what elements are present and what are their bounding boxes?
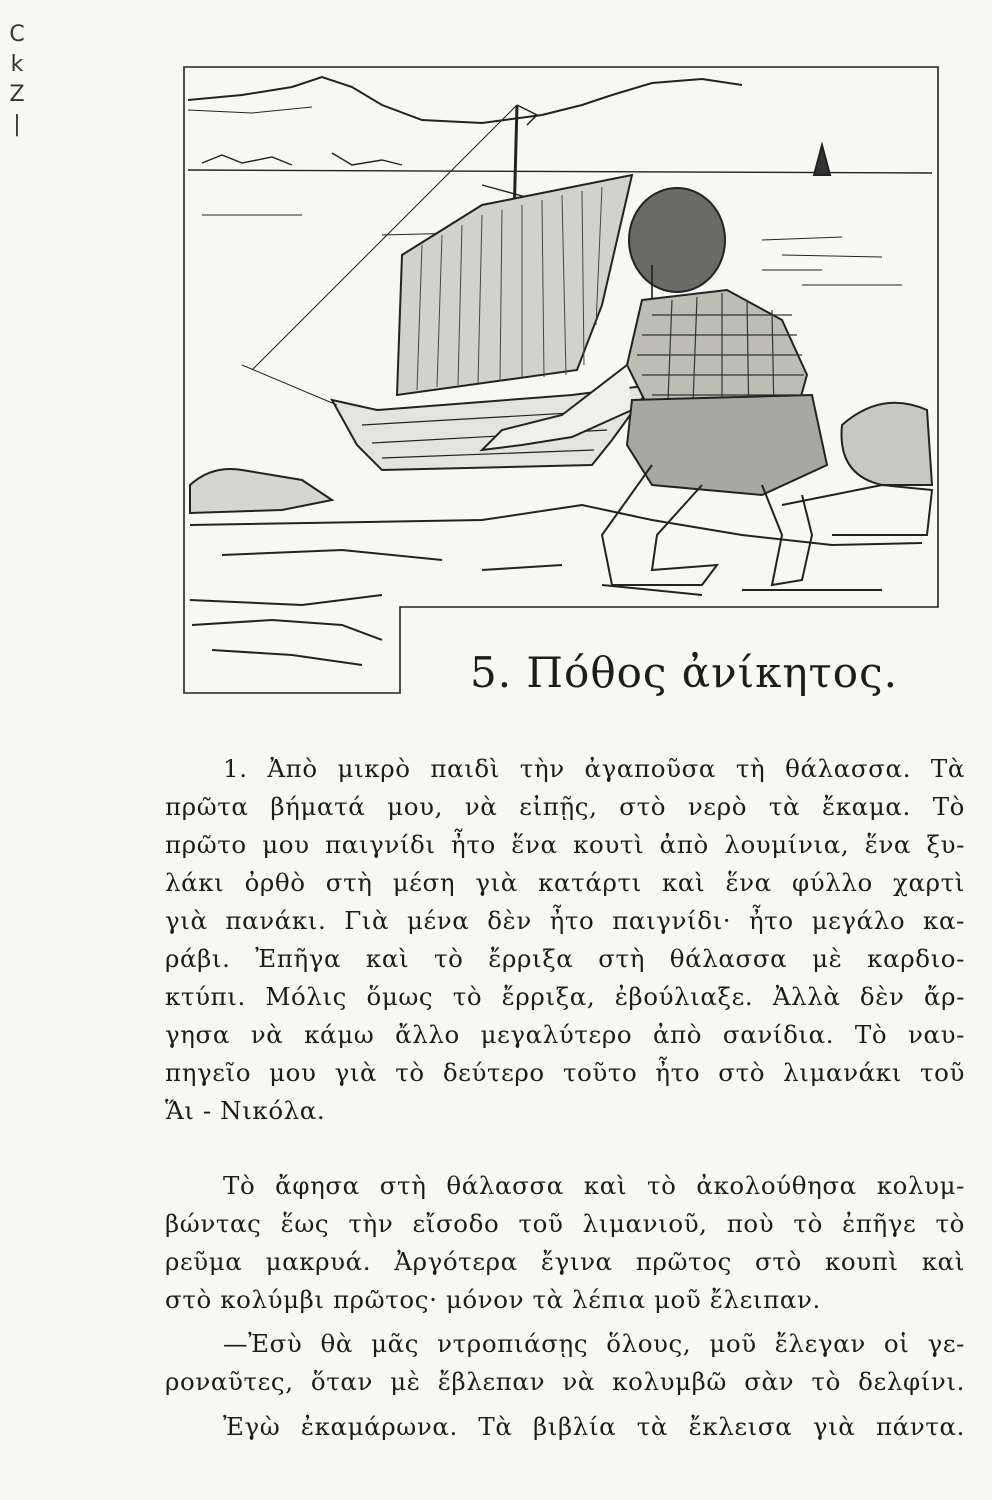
paragraph-1 xyxy=(165,750,965,1130)
text-line: γησα νὰ κάμω ἄλλο μεγαλύτερο ἀπὸ σανίδια. Τὸ ναυ- xyxy=(165,1020,965,1049)
text-line: Ἅι - Νικόλα. xyxy=(165,1096,326,1125)
text-line: ρεῦμα μακρυά. Ἀργότερα ἔγινα πρῶτος στὸ κουπὶ καὶ xyxy=(165,1247,965,1276)
illustration-drawing xyxy=(182,65,942,705)
text-line: στὸ κολύμβι πρῶτος· μόνον τὰ λέπια μοῦ ἔλειπαν. xyxy=(165,1285,821,1314)
margin-note-char: Z xyxy=(9,82,25,107)
margin-note-char: | xyxy=(13,112,21,137)
margin-note-char: C xyxy=(9,22,25,47)
text-line: Ἐγὼ ἐκαμάρωνα. Τὰ βιβλία τὰ ἔκλεισα γιὰ πάντα. xyxy=(223,1412,965,1441)
text-line: 1. Ἀπὸ μικρὸ παιδὶ τὴν ἀγαποῦσα τὴ θάλασσα. Τὰ xyxy=(223,754,965,783)
paragraph-3 xyxy=(165,1325,965,1401)
text-line: —Ἐσὺ θὰ μᾶς ντροπιάσῃς ὅλους, μοῦ ἔλεγαν οἱ γε- xyxy=(223,1329,965,1358)
text-line: λάκι ὀρθὸ στὴ μέση γιὰ κατάρτι καὶ ἕνα φύλλο χαρτὶ xyxy=(165,868,965,897)
margin-handwritten-note xyxy=(4,20,30,140)
text-line: βώντας ἕως τὴν εἴσοδο τοῦ λιμανιοῦ, ποὺ τὸ ἐπῆγε τὸ xyxy=(165,1209,965,1238)
text-line: πηγεῖο μου γιὰ τὸ δεύτερο τοῦτο ἦτο στὸ λιμανάκι τοῦ xyxy=(165,1058,965,1087)
text-line: ροναῦτες, ὅταν μὲ ἔβλεπαν νὰ κολυμβῶ σὰν τὸ δελφίνι. xyxy=(165,1367,965,1396)
text-line: γιὰ πανάκι. Γιὰ μένα δὲν ἦτο παιγνίδι· ἦτο μεγάλο κα- xyxy=(165,906,965,935)
chapter-title: 5. Πόθος ἀνίκητος. xyxy=(470,648,898,697)
boy-with-toy-sailboat-illustration xyxy=(182,65,942,705)
paragraph-4 xyxy=(165,1408,965,1446)
text-line: κτύπι. Μόλις ὅμως τὸ ἔρριξα, ἐβούλιαξε. Ἀλλὰ δὲν ἄρ- xyxy=(165,982,965,1011)
text-line: πρῶτα βήματά μου, νὰ εἰπῇς, στὸ νερὸ τὰ ἔκαμα. Τὸ xyxy=(165,792,965,821)
margin-note-char: k xyxy=(10,52,24,77)
text-line: πρῶτο μου παιγνίδι ἦτο ἕνα κουτὶ ἀπὸ λουμίνια, ἕνα ξυ- xyxy=(165,830,965,859)
paragraph-2 xyxy=(165,1167,965,1319)
text-line: Τὸ ἄφησα στὴ θάλασσα καὶ τὸ ἀκολούθησα κολυμ- xyxy=(223,1171,965,1200)
text-line: ράβι. Ἐπῆγα καὶ τὸ ἔρριξα στὴ θάλασσα μὲ καρδιο- xyxy=(165,944,965,973)
